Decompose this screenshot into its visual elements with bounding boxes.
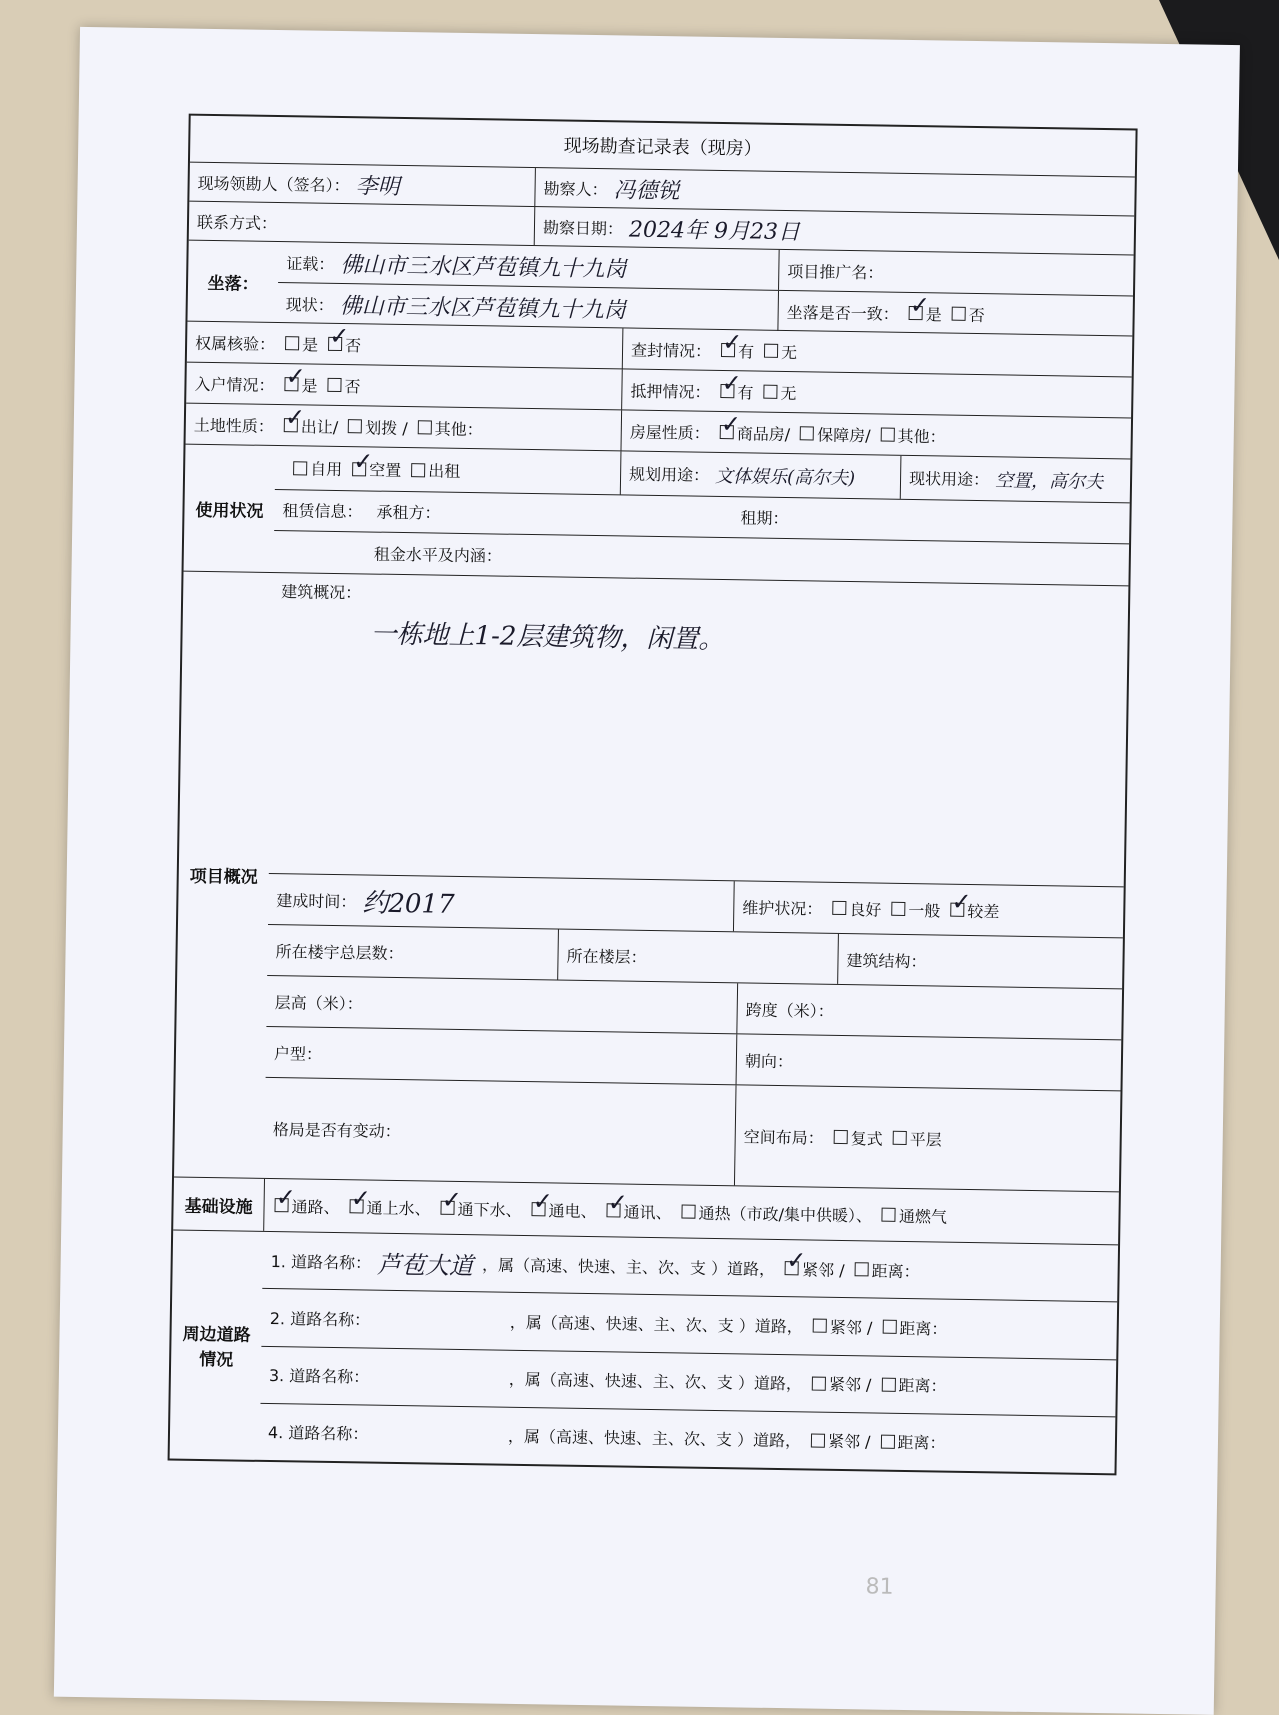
road-3-belongs: ，属（高速、快速、主、次、支 ）道路，	[508, 1369, 803, 1394]
road-4-label: 4. 道路名称：	[267, 1423, 369, 1444]
seal-cell	[622, 328, 1133, 376]
maint-label: 维护状况：	[742, 897, 823, 919]
land-o3: 其他：	[434, 419, 483, 439]
seal-have: 有	[737, 341, 755, 362]
floors-cell: 所在楼宇总层数：	[275, 941, 404, 963]
location-stack	[277, 242, 1133, 335]
infra-i7-checkbox[interactable]	[882, 1208, 896, 1222]
built-value: 约2017	[362, 887, 455, 920]
usage-u3-checkbox[interactable]	[411, 463, 425, 477]
road-2-adj: 紧邻 /	[829, 1317, 873, 1338]
road-2-dist-checkbox[interactable]	[882, 1320, 896, 1334]
tenant-label: 承租方：	[376, 503, 441, 524]
house-h1: 商品房/	[736, 423, 791, 444]
road-4-belongs: ，属（高速、快速、主、次、支 ）道路，	[507, 1427, 802, 1451]
match-cell	[777, 291, 1133, 337]
infra-i3-checkbox[interactable]	[440, 1201, 454, 1215]
current-use-cell	[900, 456, 1131, 503]
maint-m1-checkbox[interactable]	[832, 901, 846, 915]
infra-i6: 通热（市政/集中供暖）、	[698, 1203, 873, 1225]
entry-yes: 是	[301, 375, 318, 396]
road-3-dist-checkbox[interactable]	[881, 1377, 895, 1391]
road-4-adj-checkbox[interactable]	[811, 1433, 825, 1447]
entry-no-checkbox[interactable]	[327, 378, 341, 392]
struct-cell: 建筑结构：	[837, 934, 1123, 988]
mortgage-none: 无	[780, 383, 797, 403]
height-cell: 层高（米）：	[274, 992, 363, 1013]
road-1-dist: 距离：	[871, 1261, 920, 1281]
road-2-belongs: ，属（高速、快速、主、次、支 ）道路，	[509, 1312, 803, 1337]
form-title: 现场勘查记录表（现房）	[563, 135, 762, 160]
house-label: 房屋性质：	[629, 422, 710, 443]
page-number: 81	[865, 1574, 894, 1600]
ownership-cell	[187, 322, 623, 369]
change-cell: 格局是否有变动：	[272, 1119, 401, 1141]
ownership-label: 权属核验：	[194, 333, 276, 354]
infra-i2: 通上水、	[366, 1198, 431, 1219]
land-o2-checkbox[interactable]	[348, 419, 362, 433]
infra-i7: 通燃气	[898, 1206, 948, 1227]
infra-i3: 通下水、	[457, 1199, 522, 1220]
overview-label: 建筑概况：	[281, 582, 362, 603]
cert-value: 佛山市三水区芦苞镇九十九岗	[340, 252, 627, 282]
location-label: 坐落：	[207, 273, 259, 295]
project-stack	[264, 573, 1128, 1191]
current-value: 空置，高尔夫	[994, 469, 1104, 493]
maint-m3-checkbox[interactable]	[950, 903, 964, 917]
seal-label: 查封情况：	[630, 340, 712, 361]
space-s1-checkbox[interactable]	[834, 1130, 848, 1144]
project-label: 项目概况	[189, 866, 258, 888]
space-s2-checkbox[interactable]	[893, 1131, 907, 1145]
house-cell	[620, 410, 1131, 458]
land-cell	[186, 404, 622, 451]
house-h1-checkbox[interactable]	[720, 425, 734, 439]
house-h3-checkbox[interactable]	[880, 428, 894, 442]
match-label: 坐落是否一致：	[786, 302, 899, 324]
usage-u2: 空置	[369, 460, 402, 481]
road-4-adj: 紧邻 /	[827, 1432, 871, 1452]
floor-cell: 所在楼层：	[557, 930, 838, 984]
maint-cell	[733, 881, 1124, 937]
infra-i4: 通电、	[548, 1200, 597, 1221]
house-h2-checkbox[interactable]	[800, 426, 814, 440]
mortgage-have-checkbox[interactable]	[720, 384, 734, 398]
entry-label: 入户情况：	[194, 374, 275, 395]
road-2-adj-checkbox[interactable]	[813, 1319, 827, 1333]
usage-u3: 出租	[428, 461, 461, 482]
road-3-label: 3. 道路名称：	[268, 1366, 370, 1387]
overview-value: 一栋地上1-2层建筑物，闲置。	[370, 619, 725, 656]
land-label: 土地性质：	[193, 415, 274, 436]
lead-cell	[189, 163, 535, 206]
usage-u1-checkbox[interactable]	[293, 461, 307, 475]
road-4-dist: 距离：	[897, 1433, 946, 1454]
roads-label: 周边道路情况	[182, 1324, 251, 1371]
ownership-no-checkbox[interactable]	[328, 337, 342, 351]
maint-m2-checkbox[interactable]	[891, 902, 905, 916]
rent-cell: 租金水平及内涵：	[373, 544, 502, 566]
seal-none-checkbox[interactable]	[764, 344, 778, 358]
built-label: 建成时间：	[276, 890, 357, 911]
road-4-dist-checkbox[interactable]	[880, 1435, 894, 1449]
orient-cell: 朝向：	[736, 1034, 1122, 1090]
ownership-yes-checkbox[interactable]	[285, 336, 299, 350]
road-1-adj: 紧邻 /	[801, 1260, 845, 1280]
span-cell: 跨度（米）：	[736, 983, 1122, 1039]
infra-i5-checkbox[interactable]	[607, 1203, 621, 1217]
term-label: 租期：	[740, 508, 789, 529]
land-o3-checkbox[interactable]	[418, 420, 432, 434]
infra-i5: 通讯、	[623, 1202, 672, 1222]
infra-i2-checkbox[interactable]	[349, 1199, 363, 1213]
match-yes-checkbox[interactable]	[909, 306, 923, 320]
space-label: 空间布局：	[743, 1126, 824, 1148]
road-3-adj: 紧邻 /	[828, 1374, 872, 1395]
road-1-value: 芦苞大道	[376, 1250, 474, 1280]
plan-cell	[620, 451, 901, 499]
seal-none: 无	[780, 342, 798, 362]
space-s2: 平层	[909, 1129, 942, 1150]
survey-form	[168, 114, 1138, 1476]
surveyor-label: 勘察人：	[543, 178, 608, 199]
entry-no: 否	[344, 376, 361, 396]
date-label: 勘察日期：	[542, 217, 624, 238]
road-1-label: 1. 道路名称：	[270, 1251, 372, 1273]
built-cell	[268, 874, 734, 931]
mortgage-label: 抵押情况：	[630, 381, 711, 402]
usage-options	[275, 446, 621, 495]
match-no: 否	[968, 305, 985, 325]
entry-yes-checkbox[interactable]	[284, 377, 298, 391]
road-1-dist-checkbox[interactable]	[854, 1262, 868, 1276]
lease-label: 租赁信息：	[282, 501, 363, 522]
plan-value: 文体娱乐(高尔夫)	[714, 465, 856, 489]
plan-label: 规划用途：	[628, 464, 710, 485]
current-label: 现状用途：	[908, 469, 990, 490]
lead-label: 现场领勘人（签名）：	[197, 173, 350, 195]
land-o2: 划拨 /	[365, 417, 408, 438]
ownership-no: 否	[344, 335, 362, 355]
contact-cell: 联系方式：	[196, 212, 278, 233]
layout-cell: 户型：	[273, 1043, 323, 1064]
paper-sheet	[54, 27, 1240, 1715]
maint-m2: 一般	[908, 900, 941, 921]
house-h2: 保障房/	[817, 425, 871, 445]
surveyor-signature: 冯德锐	[613, 177, 680, 204]
usage-u2-checkbox[interactable]	[352, 462, 366, 476]
road-3-adj-checkbox[interactable]	[812, 1376, 826, 1390]
usage-u1: 自用	[310, 459, 343, 480]
road-2-dist: 距离：	[899, 1318, 948, 1339]
maint-m1: 良好	[849, 899, 882, 920]
promo-cell: 项目推广名：	[778, 250, 1134, 296]
overview-cell	[269, 573, 1129, 886]
mortgage-have: 有	[737, 382, 754, 403]
match-no-checkbox[interactable]	[952, 307, 966, 321]
infra-i1: 通路、	[291, 1196, 340, 1217]
infra-label: 基础设施	[184, 1196, 253, 1218]
ownership-yes: 是	[301, 334, 319, 355]
lead-signature: 李明	[355, 173, 400, 200]
mortgage-cell	[621, 369, 1132, 417]
match-yes: 是	[925, 304, 942, 324]
infra-i4-checkbox[interactable]	[531, 1202, 545, 1216]
mortgage-none-checkbox[interactable]	[763, 385, 777, 399]
maint-m3: 较差	[967, 901, 1000, 921]
infra-i6-checkbox[interactable]	[682, 1204, 696, 1218]
road-1-adj-checkbox[interactable]	[785, 1261, 799, 1275]
usage-stack	[274, 446, 1131, 585]
road-1-belongs: ，属（高速、快速、主、次、支 ）道路，	[481, 1254, 776, 1279]
road-3-dist: 距离：	[898, 1376, 947, 1396]
entry-cell	[186, 363, 622, 410]
date-value: 2024年 9月23日	[628, 217, 801, 245]
space-s1: 复式	[850, 1128, 883, 1149]
road-row-4	[260, 1404, 1116, 1474]
house-h3: 其他：	[897, 426, 946, 447]
space-cell	[734, 1085, 1121, 1191]
infra-i1-checkbox[interactable]	[274, 1198, 288, 1212]
cert-label: 证载：	[286, 253, 335, 274]
usage-label: 使用状况	[195, 500, 264, 522]
roads-stack	[260, 1232, 1118, 1473]
land-o1: 出让/	[300, 416, 339, 437]
seal-have-checkbox[interactable]	[721, 343, 735, 357]
actual-value: 佛山市三水区芦苞镇九十九岗	[339, 293, 626, 323]
road-2-label: 2. 道路名称：	[269, 1308, 371, 1330]
land-o1-checkbox[interactable]	[284, 418, 298, 432]
actual-label: 现状：	[285, 294, 334, 315]
